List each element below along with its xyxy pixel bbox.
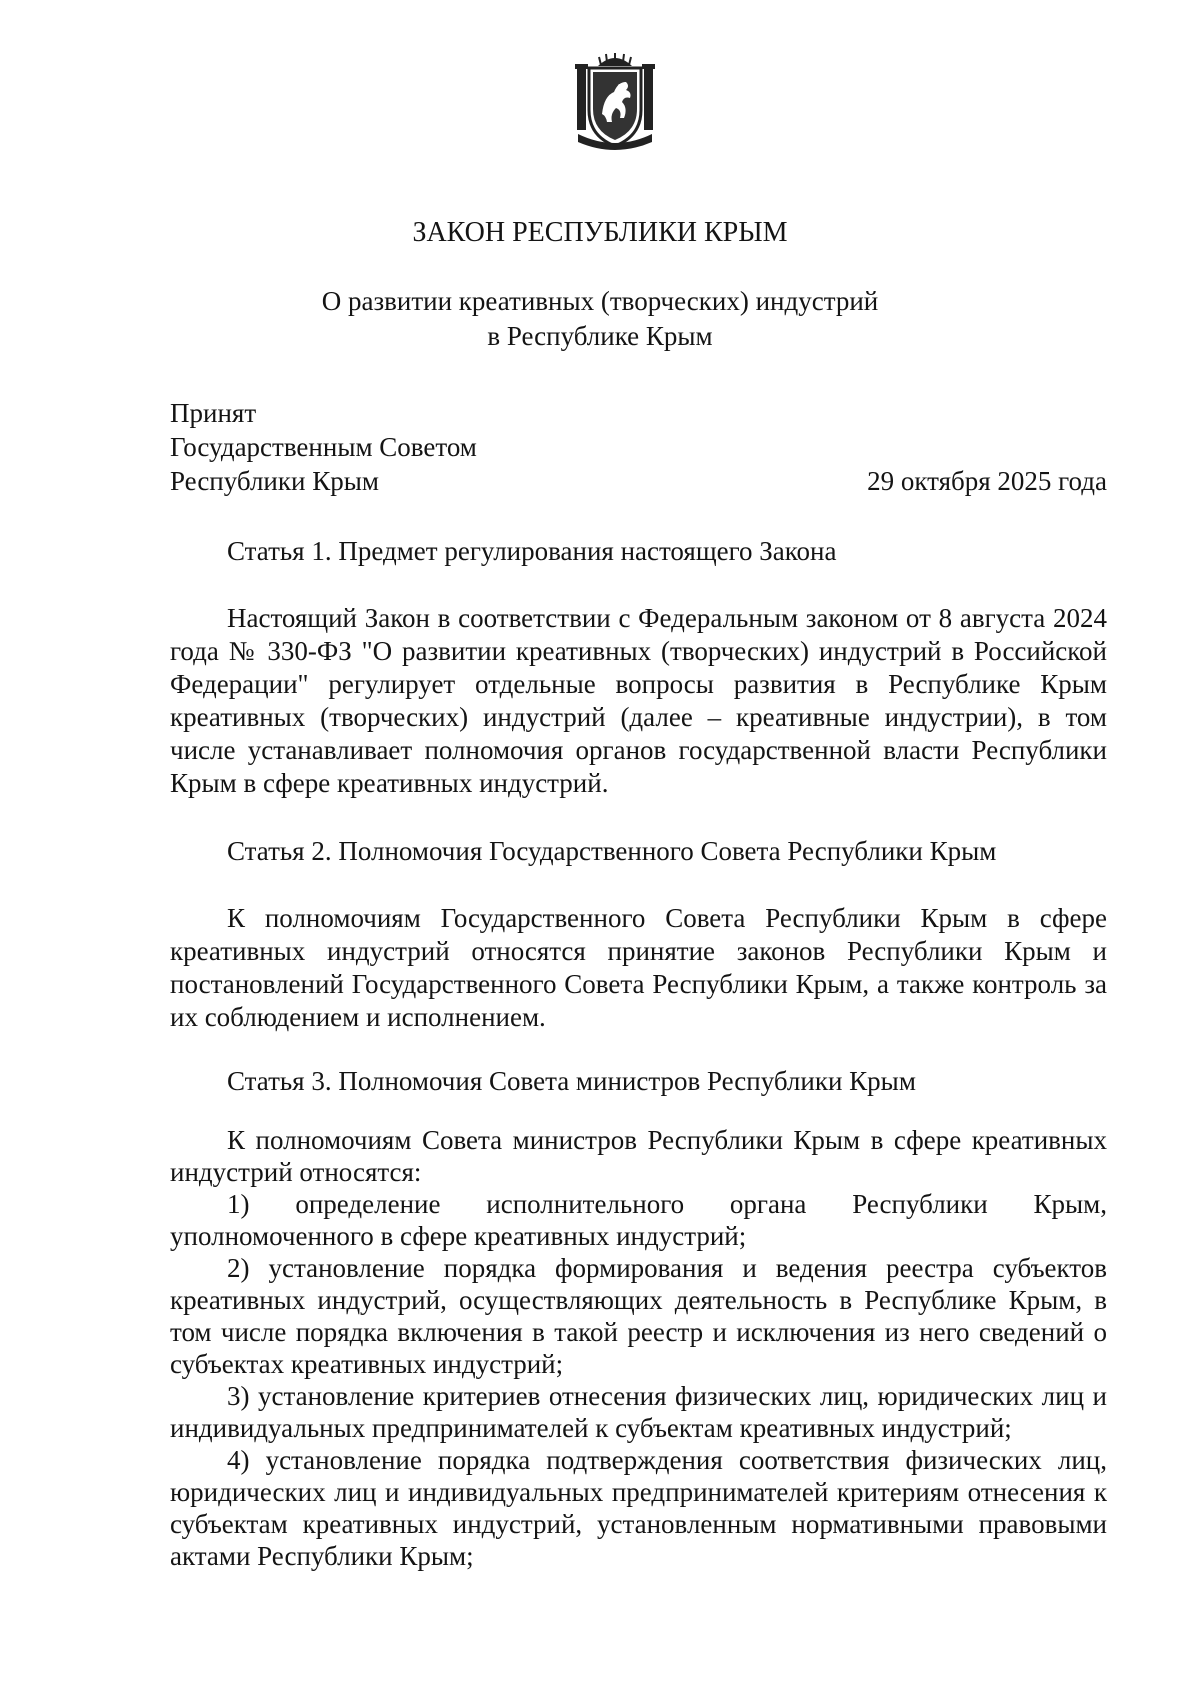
adoption-line: Республики Крым (170, 466, 379, 496)
article-3-intro: К полномочиям Совета министров Республики Крым в сфере креативных индустрий относятся: (170, 1125, 1107, 1187)
article-1-text: Настоящий Закон в соответствии с Федеральным законом от 8 августа 2024 года № 330-ФЗ "О развитии креативных (творческих) индустрий в Российской Федерации" регулирует отдельные вопросы развития в Республике Крым креативных (творческих) индустрий (далее – креативные индустрии), в том числе устанавливает полномочия органов государственной власти Республики Крым в сфере креативных индустрий. (170, 603, 1107, 798)
list-item: 3) установление критериев отнесения физических лиц, юридических лиц и индивидуальных предпринимателей к субъектам креативных индустрий; (170, 1381, 1107, 1443)
article-2-text: К полномочиям Государственного Совета Республики Крым в сфере креативных индустрий относятся принятие законов Республики Крым и постановлений Государственного Совета Республики Крым, а также контроль за их соблюдением и исполнением. (170, 903, 1107, 1032)
list-item: 2) установление порядка формирования и ведения реестра субъектов креативных индустрий, осуществляющих деятельность в Республике Крым, в том числе порядка включения в такой реестр и исключения из него сведений о субъектах креативных индустрий; (170, 1253, 1107, 1379)
article-3-heading: Статья 3. Полномочия Совета министров Республики Крым (227, 1066, 916, 1096)
article-2-heading: Статья 2. Полномочия Государственного Совета Республики Крым (227, 836, 997, 866)
law-subtitle-line: в Республике Крым (487, 321, 713, 351)
article-3-list (170, 1188, 1107, 1572)
list-item: 1) определение исполнительного органа Республики Крым, уполномоченного в сфере креативных индустрий; (170, 1189, 1107, 1251)
adoption-line: Принят (170, 398, 257, 428)
law-subtitle (0, 284, 1200, 354)
law-title: ЗАКОН РЕСПУБЛИКИ КРЫМ (412, 217, 788, 248)
article-1-heading: Статья 1. Предмет регулирования настоящего Закона (227, 536, 837, 566)
crimea-coat-of-arms-icon (574, 52, 656, 152)
adoption-date: 29 октября 2025 года (867, 466, 1107, 496)
list-item: 4) установление порядка подтверждения соответствия физических лиц, юридических лиц и индивидуальных предпринимателей критериям отнесения к субъектам креативных индустрий, установленным нормативными правовыми актами Республики Крым; (170, 1445, 1107, 1571)
law-subtitle-line: О развитии креативных (творческих) индустрий (321, 286, 879, 316)
adoption-line: Государственным Советом (170, 432, 477, 462)
adoption-block (170, 396, 477, 498)
